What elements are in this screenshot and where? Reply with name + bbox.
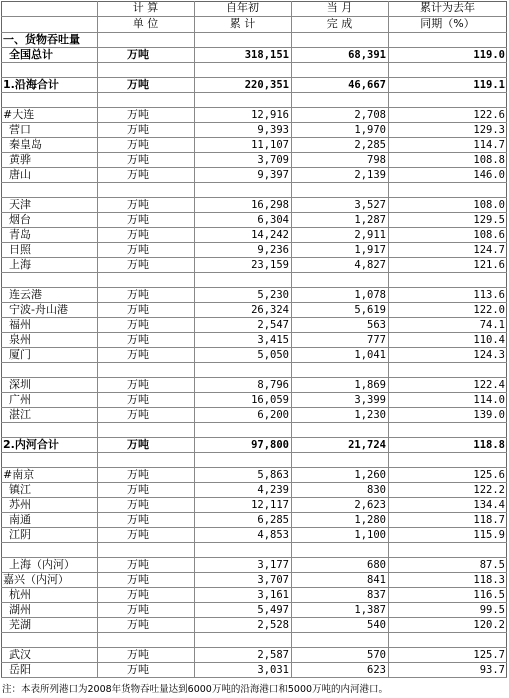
table-row (1, 63, 507, 78)
unit-cell: 万吨 (127, 318, 149, 331)
cumulative-value-cell: 16,298 (251, 199, 289, 211)
yoy-ratio-cell (388, 453, 507, 467)
cumulative-value-cell: 23,159 (251, 259, 289, 271)
cumulative-value-cell: 5,863 (257, 469, 289, 481)
unit-cell: 万吨 (127, 498, 149, 511)
port-name-cell (1, 633, 97, 647)
unit-cell (97, 93, 194, 107)
table-row (1, 543, 507, 558)
port-name-cell: #南京 (3, 468, 35, 481)
yoy-ratio-cell: 122.4 (473, 379, 505, 391)
yoy-ratio-cell: 122.2 (473, 484, 505, 496)
cumulative-value-cell: 16,059 (251, 394, 289, 406)
port-name-cell: 镇江 (9, 483, 31, 496)
port-name-cell: 全国总计 (9, 48, 53, 61)
port-name-cell (1, 273, 97, 287)
yoy-ratio-cell (388, 183, 507, 197)
port-name-cell: 黄骅 (9, 153, 31, 166)
yoy-ratio-cell: 146.0 (473, 169, 505, 181)
month-value-cell: 1,078 (354, 289, 386, 301)
table-row (1, 108, 507, 123)
month-value-cell: 1,387 (354, 604, 386, 616)
unit-cell: 万吨 (127, 48, 149, 61)
month-value-cell: 680 (367, 559, 386, 571)
port-name-cell: 上海 (9, 258, 31, 271)
cumulative-value-cell: 318,151 (244, 49, 289, 61)
unit-cell (97, 423, 194, 437)
cumulative-value-cell: 9,397 (257, 169, 289, 181)
table-row (1, 228, 507, 243)
table-row (1, 378, 507, 393)
table-row (1, 393, 507, 408)
table-row (1, 153, 507, 168)
yoy-ratio-cell: 124.7 (473, 244, 505, 256)
unit-cell: 万吨 (127, 393, 149, 406)
month-value-cell: 2,911 (354, 229, 386, 241)
throughput-table (1, 1, 507, 678)
yoy-ratio-cell: 108.8 (473, 154, 505, 166)
table-row (1, 48, 507, 63)
col-divider (97, 1, 98, 678)
yoy-ratio-cell: 118.3 (473, 574, 505, 586)
yoy-ratio-cell (388, 63, 507, 77)
table-row (1, 168, 507, 183)
unit-cell: 万吨 (127, 468, 149, 481)
yoy-ratio-cell: 93.7 (479, 664, 505, 676)
cumulative-value-cell (194, 63, 291, 77)
table-row (1, 33, 507, 48)
table-body (1, 33, 507, 678)
port-name-cell: 宁波-舟山港 (9, 303, 68, 316)
header-row-2 (1, 17, 507, 33)
table-row (1, 213, 507, 228)
table-row (1, 198, 507, 213)
unit-cell: 万吨 (127, 198, 149, 211)
port-name-cell: 连云港 (9, 288, 42, 301)
table-row (1, 558, 507, 573)
cumulative-value-cell: 9,393 (257, 124, 289, 136)
yoy-ratio-cell (388, 363, 507, 377)
table-row (1, 633, 507, 648)
header-cell (1, 1, 97, 16)
port-name-cell (1, 183, 97, 197)
table-row (1, 618, 507, 633)
month-value-cell: 2,139 (354, 169, 386, 181)
yoy-ratio-cell: 118.7 (473, 514, 505, 526)
yoy-ratio-cell: 119.0 (473, 49, 505, 61)
unit-cell: 万吨 (127, 123, 149, 136)
port-name-cell: 1.沿海合计 (3, 78, 59, 91)
port-name-cell: 青岛 (9, 228, 31, 241)
table-row (1, 513, 507, 528)
cumulative-value-cell: 3,707 (257, 574, 289, 586)
month-value-cell: 5,619 (354, 304, 386, 316)
port-name-cell: 2.内河合计 (3, 438, 59, 451)
month-value-cell: 830 (367, 484, 386, 496)
table-row (1, 183, 507, 198)
yoy-ratio-cell: 115.9 (473, 529, 505, 541)
month-value-cell: 1,280 (354, 514, 386, 526)
cumulative-value-cell: 9,236 (257, 244, 289, 256)
unit-cell (97, 543, 194, 557)
cumulative-value-cell (194, 423, 291, 437)
header-row-1 (1, 1, 507, 17)
cumulative-value-cell: 5,497 (257, 604, 289, 616)
month-value-cell: 837 (367, 589, 386, 601)
month-value-cell: 798 (367, 154, 386, 166)
unit-cell: 万吨 (127, 153, 149, 166)
cumulative-value-cell: 4,853 (257, 529, 289, 541)
month-value-cell: 1,869 (354, 379, 386, 391)
yoy-ratio-cell: 113.6 (473, 289, 505, 301)
port-name-cell: 南通 (9, 513, 31, 526)
cumulative-value-cell: 220,351 (244, 79, 289, 91)
month-value-cell: 2,285 (354, 139, 386, 151)
unit-cell (97, 63, 194, 77)
yoy-ratio-cell: 125.6 (473, 469, 505, 481)
month-value-cell: 2,708 (354, 109, 386, 121)
yoy-ratio-cell: 125.7 (473, 649, 505, 661)
header-unit-top: 计 算 (132, 1, 159, 14)
yoy-ratio-cell (388, 33, 507, 47)
month-value-cell: 1,100 (354, 529, 386, 541)
unit-cell: 万吨 (127, 513, 149, 526)
unit-cell: 万吨 (127, 168, 149, 181)
cumulative-value-cell (194, 633, 291, 647)
table-row (1, 438, 507, 453)
unit-cell: 万吨 (127, 108, 149, 121)
table-row (1, 603, 507, 618)
table-row (1, 258, 507, 273)
port-name-cell: 秦皇岛 (9, 138, 42, 151)
unit-cell: 万吨 (127, 438, 149, 451)
table-row (1, 648, 507, 663)
port-name-cell (1, 63, 97, 77)
month-value-cell: 1,917 (354, 244, 386, 256)
table-row (1, 138, 507, 153)
port-name-cell: 湖州 (9, 603, 31, 616)
port-name-cell: 泉州 (9, 333, 31, 346)
yoy-ratio-cell (388, 543, 507, 557)
col-divider (291, 1, 292, 678)
cumulative-value-cell: 8,796 (257, 379, 289, 391)
month-value-cell (291, 63, 388, 77)
cumulative-value-cell: 12,117 (251, 499, 289, 511)
unit-cell: 万吨 (127, 648, 149, 661)
month-value-cell (291, 93, 388, 107)
month-value-cell (291, 543, 388, 557)
yoy-ratio-cell: 134.4 (473, 499, 505, 511)
header-ratio-bottom: 同期（%） (420, 17, 475, 30)
cumulative-value-cell: 5,050 (257, 349, 289, 361)
yoy-ratio-cell: 120.2 (473, 619, 505, 631)
cumulative-value-cell: 3,161 (257, 589, 289, 601)
port-name-cell: 深圳 (9, 378, 31, 391)
port-name-cell: 厦门 (9, 348, 31, 361)
port-name-cell: 上海（内河） (9, 558, 75, 571)
month-value-cell: 1,287 (354, 214, 386, 226)
table-row (1, 288, 507, 303)
unit-cell: 万吨 (127, 618, 149, 631)
unit-cell: 万吨 (127, 408, 149, 421)
unit-cell (97, 633, 194, 647)
unit-cell: 万吨 (127, 663, 149, 676)
port-name-cell: 营口 (9, 123, 31, 136)
port-name-cell: 杭州 (9, 588, 31, 601)
cumulative-value-cell: 6,285 (257, 514, 289, 526)
port-name-cell: 天津 (9, 198, 31, 211)
cumulative-value-cell (194, 33, 291, 47)
table-row (1, 483, 507, 498)
unit-cell: 万吨 (127, 558, 149, 571)
cumulative-value-cell: 2,587 (257, 649, 289, 661)
month-value-cell (291, 363, 388, 377)
table-row (1, 573, 507, 588)
table-row (1, 243, 507, 258)
unit-cell: 万吨 (127, 603, 149, 616)
month-value-cell: 2,623 (354, 499, 386, 511)
month-value-cell: 1,260 (354, 469, 386, 481)
month-value-cell: 1,041 (354, 349, 386, 361)
header-cumulative-top: 自年初 (226, 1, 259, 14)
table-row (1, 123, 507, 138)
unit-cell: 万吨 (127, 528, 149, 541)
cumulative-value-cell: 12,916 (251, 109, 289, 121)
port-name-cell: 湛江 (9, 408, 31, 421)
unit-cell (97, 363, 194, 377)
unit-cell: 万吨 (127, 78, 149, 91)
unit-cell: 万吨 (127, 303, 149, 316)
cumulative-value-cell: 11,107 (251, 139, 289, 151)
port-name-cell: 苏州 (9, 498, 31, 511)
month-value-cell (291, 453, 388, 467)
port-name-cell: 嘉兴（内河） (3, 573, 69, 586)
month-value-cell: 540 (367, 619, 386, 631)
cumulative-value-cell: 3,709 (257, 154, 289, 166)
header-month-bottom: 完 成 (326, 17, 353, 30)
port-name-cell (1, 93, 97, 107)
table-row (1, 273, 507, 288)
unit-cell (97, 453, 194, 467)
cumulative-value-cell: 3,031 (257, 664, 289, 676)
cumulative-value-cell (194, 183, 291, 197)
port-name-cell (1, 453, 97, 467)
yoy-ratio-cell: 108.0 (473, 199, 505, 211)
yoy-ratio-cell: 129.3 (473, 124, 505, 136)
month-value-cell (291, 33, 388, 47)
port-name-cell: 广州 (9, 393, 31, 406)
unit-cell: 万吨 (127, 288, 149, 301)
header-unit-bottom: 单 位 (132, 17, 159, 30)
month-value-cell (291, 273, 388, 287)
table-row (1, 408, 507, 423)
table-row (1, 348, 507, 363)
yoy-ratio-cell (388, 423, 507, 437)
yoy-ratio-cell: 121.6 (473, 259, 505, 271)
month-value-cell (291, 183, 388, 197)
header-ratio-top: 累计为去年 (420, 1, 475, 14)
table-row (1, 78, 507, 93)
unit-cell (97, 183, 194, 197)
table-row (1, 303, 507, 318)
yoy-ratio-cell: 119.1 (473, 79, 505, 91)
cumulative-value-cell: 97,800 (251, 439, 289, 451)
unit-cell: 万吨 (127, 213, 149, 226)
port-name-cell: 江阴 (9, 528, 31, 541)
port-name-cell: 日照 (9, 243, 31, 256)
cumulative-value-cell: 5,230 (257, 289, 289, 301)
cumulative-value-cell (194, 453, 291, 467)
month-value-cell (291, 633, 388, 647)
yoy-ratio-cell: 118.8 (473, 439, 505, 451)
yoy-ratio-cell: 124.3 (473, 349, 505, 361)
table-row (1, 588, 507, 603)
yoy-ratio-cell: 129.5 (473, 214, 505, 226)
port-name-cell (1, 423, 97, 437)
yoy-ratio-cell: 139.0 (473, 409, 505, 421)
month-value-cell: 46,667 (348, 79, 386, 91)
unit-cell: 万吨 (127, 258, 149, 271)
cumulative-value-cell: 14,242 (251, 229, 289, 241)
col-divider (194, 1, 195, 678)
month-value-cell: 777 (367, 334, 386, 346)
yoy-ratio-cell (388, 273, 507, 287)
table-row (1, 453, 507, 468)
yoy-ratio-cell: 122.0 (473, 304, 505, 316)
unit-cell: 万吨 (127, 243, 149, 256)
yoy-ratio-cell: 108.6 (473, 229, 505, 241)
unit-cell (97, 33, 194, 47)
month-value-cell: 563 (367, 319, 386, 331)
header-cell (1, 17, 97, 32)
port-name-cell: 一、货物吞吐量 (3, 33, 80, 46)
month-value-cell: 4,827 (354, 259, 386, 271)
month-value-cell: 21,724 (348, 439, 386, 451)
month-value-cell: 570 (367, 649, 386, 661)
month-value-cell: 3,527 (354, 199, 386, 211)
port-name-cell: 武汉 (9, 648, 31, 661)
unit-cell (97, 273, 194, 287)
cumulative-value-cell: 2,547 (257, 319, 289, 331)
yoy-ratio-cell: 116.5 (473, 589, 505, 601)
port-name-cell (1, 543, 97, 557)
cumulative-value-cell: 6,304 (257, 214, 289, 226)
col-divider (388, 1, 389, 678)
cumulative-value-cell: 3,177 (257, 559, 289, 571)
yoy-ratio-cell (388, 93, 507, 107)
cumulative-value-cell: 26,324 (251, 304, 289, 316)
unit-cell: 万吨 (127, 333, 149, 346)
cumulative-value-cell (194, 273, 291, 287)
month-value-cell: 3,399 (354, 394, 386, 406)
footnote: 注：本表所列港口为2008年货物吞吐量达到6000万吨的沿海港口和5000万吨的内河港口。 (2, 684, 389, 695)
month-value-cell (291, 423, 388, 437)
cumulative-value-cell: 4,239 (257, 484, 289, 496)
unit-cell: 万吨 (127, 378, 149, 391)
cumulative-value-cell: 2,528 (257, 619, 289, 631)
port-name-cell: 唐山 (9, 168, 31, 181)
port-name-cell: 岳阳 (9, 663, 31, 676)
header-month-top: 当 月 (326, 1, 353, 14)
yoy-ratio-cell: 99.5 (479, 604, 505, 616)
yoy-ratio-cell: 122.6 (473, 109, 505, 121)
table-row (1, 318, 507, 333)
month-value-cell: 623 (367, 664, 386, 676)
unit-cell: 万吨 (127, 348, 149, 361)
header-cumulative-bottom: 累 计 (229, 17, 256, 30)
month-value-cell: 841 (367, 574, 386, 586)
cumulative-value-cell (194, 363, 291, 377)
table-row (1, 663, 507, 678)
cumulative-value-cell (194, 543, 291, 557)
month-value-cell: 1,230 (354, 409, 386, 421)
yoy-ratio-cell: 114.7 (473, 139, 505, 151)
month-value-cell: 1,970 (354, 124, 386, 136)
port-name-cell: 芜湖 (9, 618, 31, 631)
yoy-ratio-cell: 114.0 (473, 394, 505, 406)
table-row (1, 498, 507, 513)
table-row (1, 528, 507, 543)
unit-cell: 万吨 (127, 138, 149, 151)
unit-cell: 万吨 (127, 588, 149, 601)
port-name-cell: #大连 (3, 108, 35, 121)
yoy-ratio-cell: 87.5 (479, 559, 505, 571)
table-row (1, 93, 507, 108)
cumulative-value-cell: 3,415 (257, 334, 289, 346)
unit-cell: 万吨 (127, 483, 149, 496)
yoy-ratio-cell (388, 633, 507, 647)
port-name-cell: 福州 (9, 318, 31, 331)
port-name-cell (1, 363, 97, 377)
yoy-ratio-cell: 74.1 (479, 319, 505, 331)
unit-cell: 万吨 (127, 573, 149, 586)
table-row (1, 333, 507, 348)
table-row (1, 363, 507, 378)
month-value-cell: 68,391 (348, 49, 386, 61)
table-row (1, 468, 507, 483)
cumulative-value-cell (194, 93, 291, 107)
yoy-ratio-cell: 110.4 (473, 334, 505, 346)
port-name-cell: 烟台 (9, 213, 31, 226)
table-row (1, 423, 507, 438)
cumulative-value-cell: 6,200 (257, 409, 289, 421)
unit-cell: 万吨 (127, 228, 149, 241)
